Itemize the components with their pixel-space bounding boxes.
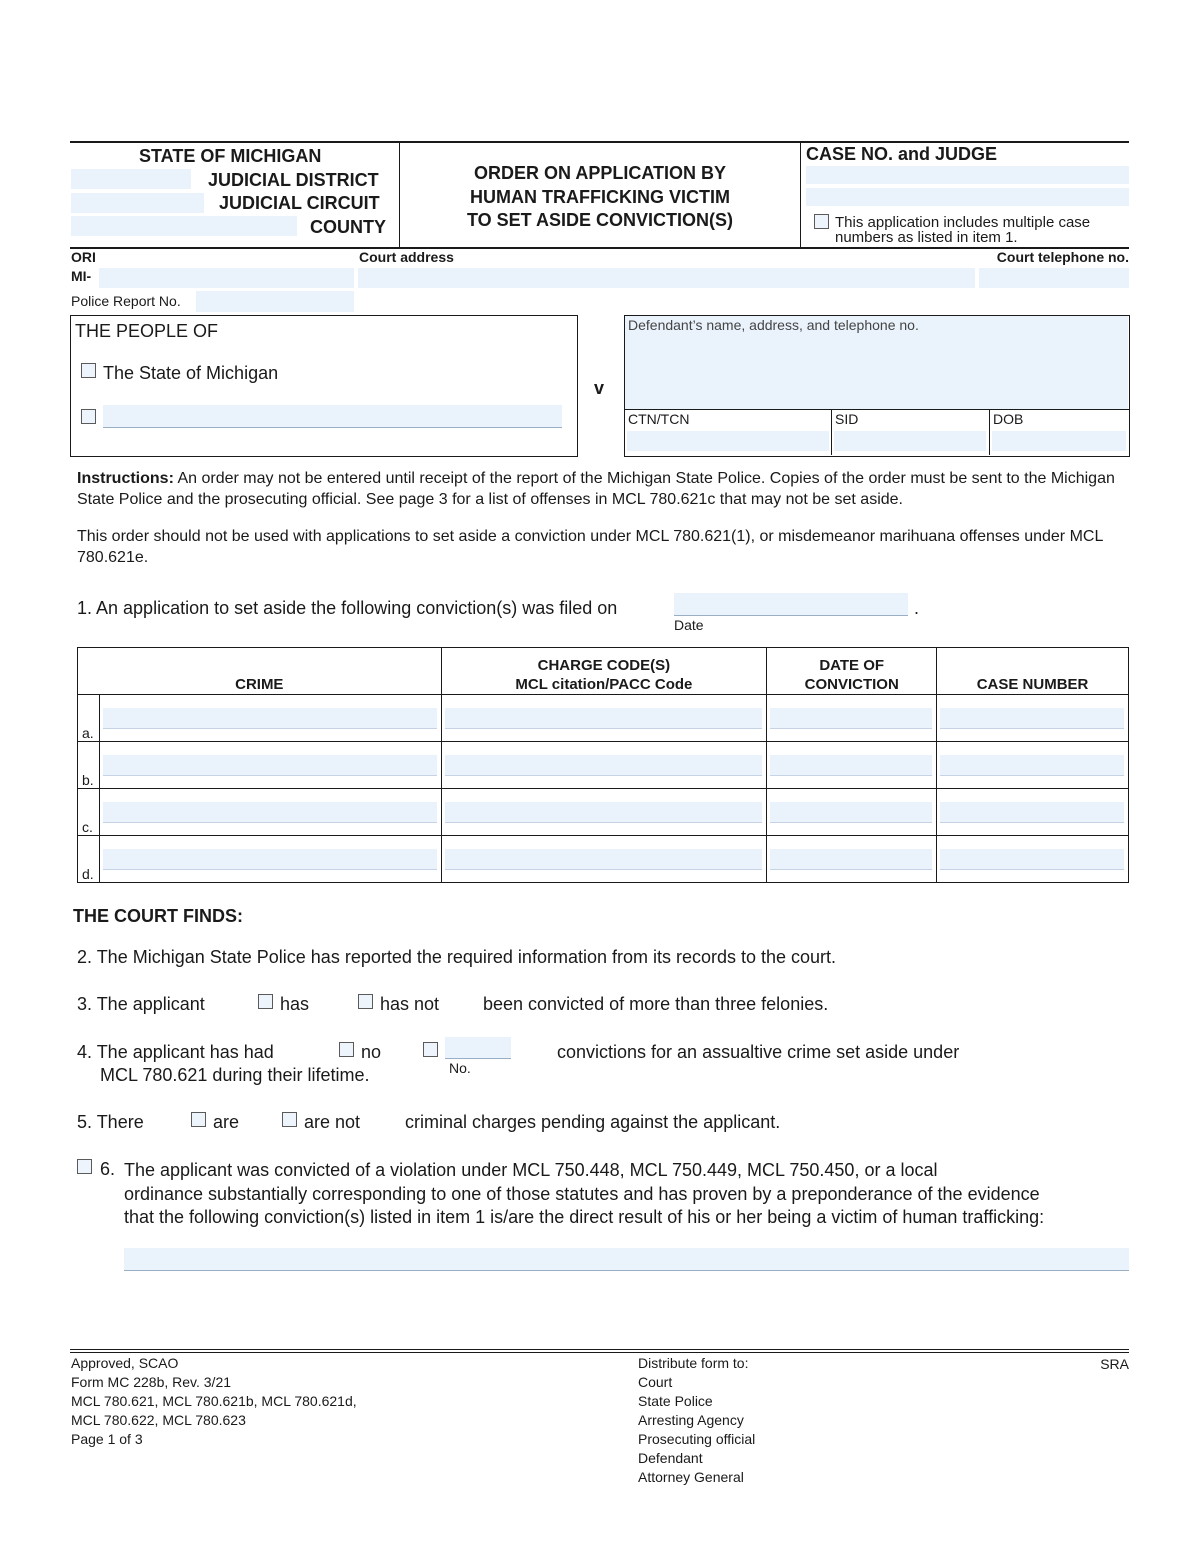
charge-code-cell [441,695,767,742]
form-title-line1: ORDER ON APPLICATION BY [473,163,726,183]
case-number-input[interactable] [940,849,1124,870]
judicial-district-label: JUDICIAL DISTRICT [208,170,379,190]
item6-number: 6. [100,1159,116,1179]
header-divider-right [800,142,801,248]
case-number-input[interactable] [940,802,1124,823]
item3-suffix: been convicted of more than three felonies. [483,994,829,1014]
item4-no-checkbox[interactable] [339,1042,354,1057]
header-date-of-conviction [767,648,937,695]
distribute-item: Arresting Agency [638,1412,744,1428]
instructions-text1: An order may not be entered until receipt of the report of the Michigan State Police. Copies of the order must be sent to the Michigan State Police and the prosecuting official. See page 3 for a list of offenses in MCL 780.621c that may not be set aside. [77,470,1115,508]
filing-date-input[interactable] [674,593,908,616]
item6-convictions-input[interactable] [124,1248,1129,1271]
item4-number-checkbox[interactable] [423,1042,438,1057]
court-telephone-label: Court telephone no. [996,249,1129,265]
ori-label: ORI [71,249,96,265]
header-date-line2: CONVICTION [804,676,899,693]
case-number-input[interactable] [940,755,1124,776]
crime-cell [99,742,441,789]
court-telephone-input[interactable] [979,268,1129,288]
form-title-line2: HUMAN TRAFFICKING VICTIM [470,186,730,207]
police-report-label: Police Report No. [71,293,181,309]
multiple-cases-line2: numbers as listed in item 1. [835,229,1018,246]
header-top-rule [70,141,1129,143]
header-charge-code-line1: CHARGE CODE(S) [537,657,671,674]
row-label: a. [82,725,94,741]
multiple-cases-line1: This application includes multiple case [835,214,1091,231]
dob-input[interactable] [992,431,1126,451]
footer-mcl-line1: MCL 780.621, MCL 780.621b, MCL 780.621d, [71,1393,357,1409]
charge-code-input[interactable] [445,708,763,729]
crime-cell [99,695,441,742]
item5-suffix: criminal charges pending against the applicant. [405,1112,781,1132]
item6-text [124,1159,1044,1230]
table-row [78,742,1129,789]
conviction-date-input[interactable] [770,708,932,729]
county-label: COUNTY [310,217,386,237]
item6-line2: ordinance substantially corresponding to one of those statutes and has proven by a preponderance of the evidence [124,1183,1040,1204]
distribute-label: Distribute form to: [638,1355,749,1371]
sid-dob-divider [989,409,990,455]
item6-checkbox[interactable] [77,1159,92,1174]
crime-cell [99,836,441,883]
charge-code-cell [441,836,767,883]
item2-text: 2. The Michigan State Police has reported the required information from its records to the court. [77,947,837,967]
people-of-label: THE PEOPLE OF [75,321,219,341]
header-date-line1: DATE OF [819,657,885,674]
footer-mcl-line2: MCL 780.622, MCL 780.623 [71,1412,246,1428]
sid-input[interactable] [834,431,986,451]
item3-has-not-label: has not [380,994,440,1014]
ctn-label: CTN/TCN [628,411,690,427]
ctn-sid-divider [831,409,832,455]
header-charge-code [441,648,767,695]
item4-prefix: 4. The applicant has had [77,1042,274,1062]
state-of-michigan-label: The State of Michigan [103,363,279,383]
conviction-date-cell [767,695,937,742]
distribute-item: Defendant [638,1450,703,1466]
table-header-row [78,648,1129,695]
item3-has-not-checkbox[interactable] [358,994,373,1009]
multiple-cases-checkbox[interactable] [814,214,829,229]
footer-form-number: Form MC 228b, Rev. 3/21 [71,1374,232,1390]
judicial-circuit-label: JUDICIAL CIRCUIT [219,193,380,213]
charge-code-cell [441,789,767,836]
item3-has-label: has [280,994,310,1014]
dob-label: DOB [993,411,1024,427]
row-label-cell [78,836,100,883]
row-label-cell [78,789,100,836]
conviction-table [77,647,1129,883]
ori-input[interactable] [99,268,354,288]
other-plaintiff-input[interactable] [103,405,562,428]
row-label: b. [82,772,94,788]
crime-input[interactable] [103,802,437,823]
conviction-date-cell [767,836,937,883]
distribute-item: State Police [638,1393,713,1409]
conviction-date-input[interactable] [770,849,932,870]
judge-input[interactable] [806,188,1129,206]
item3-prefix: 3. The applicant [77,994,205,1014]
court-address-input[interactable] [358,268,975,288]
district-number-input[interactable] [71,169,191,189]
header-bottom-rule [70,247,1129,249]
item1-text: 1. An application to set aside the following conviction(s) was filed on [77,598,618,618]
header-charge-code-line2: MCL citation/PACC Code [515,676,693,693]
form-title-line3: TO SET ASIDE CONVICTION(S) [466,210,734,230]
crime-input[interactable] [103,708,437,729]
circuit-number-input[interactable] [71,193,204,213]
row-label: d. [82,866,94,882]
table-row [78,836,1129,883]
distribute-item: Prosecuting official [638,1431,756,1447]
conviction-date-cell [767,742,937,789]
item5-are-checkbox[interactable] [191,1112,206,1127]
ctn-input[interactable] [627,431,829,451]
county-name-input[interactable] [71,216,297,236]
header-crime: CRIME [78,648,442,695]
item5-prefix: 5. There [77,1112,144,1132]
item4-suffix: convictions for an assualtive crime set aside under [557,1042,960,1062]
instructions-label: Instructions: [77,470,174,487]
item4-number-input[interactable] [445,1037,511,1059]
multiple-cases-text [835,215,1090,245]
conviction-date-input[interactable] [770,802,932,823]
charge-code-input[interactable] [445,755,763,776]
court-finds-heading: THE COURT FINDS: [73,906,243,926]
item5-are-label: are [213,1112,240,1132]
crime-cell [99,789,441,836]
footer-rule-top [70,1349,1129,1350]
instructions-para1 [77,468,1132,510]
table-row [78,789,1129,836]
court-address-label: Court address [359,249,454,265]
case-no-judge-label: CASE NO. and JUDGE [806,144,998,164]
footer-rule-bottom [70,1352,1129,1353]
item5-are-not-label: are not [304,1112,361,1132]
footer-approved: Approved, SCAO [71,1355,179,1371]
footer-page-number: Page 1 of 3 [71,1431,143,1447]
row-label-cell [78,742,100,789]
footer-distribution [638,1354,755,1487]
footer-left [71,1354,357,1449]
item4-no-label: no [361,1042,382,1062]
item6-line1: The applicant was convicted of a violation under MCL 750.448, MCL 750.449, MCL 750.450, or a local [124,1160,938,1180]
item1-period: . [914,598,920,618]
header-case-number: CASE NUMBER [937,648,1129,695]
case-number-cell [937,836,1129,883]
case-no-input[interactable] [806,166,1129,184]
versus-label: v [594,378,605,398]
case-number-cell [937,695,1129,742]
case-number-cell [937,789,1129,836]
item3-has-checkbox[interactable] [258,994,273,1009]
case-number-cell [937,742,1129,789]
form-title [400,162,800,233]
crime-input[interactable] [103,849,437,870]
item4-line2: MCL 780.621 during their lifetime. [100,1065,370,1085]
row-label-cell [78,695,100,742]
distribute-item: Attorney General [638,1469,744,1485]
police-report-input[interactable] [196,291,354,312]
instructions-para2: This order should not be used with applications to set aside a conviction under MCL 780.621(1), or misdemeanor marihuana offenses under MCL 780.621e. [77,528,1103,566]
item6-line3: that the following conviction(s) listed in item 1 is/are the direct result of his or her being a victim of human trafficking: [124,1207,1045,1227]
date-label: Date [674,617,704,633]
distribute-item: Court [638,1374,673,1390]
footer-code: SRA [1100,1356,1129,1372]
charge-code-cell [441,742,767,789]
defendant-label: Defendant’s name, address, and telephone no. [628,317,919,333]
state-of-michigan-checkbox[interactable] [81,363,96,378]
table-row [78,695,1129,742]
conviction-date-input[interactable] [770,755,932,776]
charge-code-input[interactable] [445,802,763,823]
other-plaintiff-checkbox[interactable] [81,409,96,424]
crime-input[interactable] [103,755,437,776]
item4-number-label: No. [449,1060,471,1076]
sid-label: SID [835,411,859,427]
charge-code-input[interactable] [445,849,763,870]
row-label: c. [82,819,93,835]
defendant-divider [624,409,1129,410]
case-number-input[interactable] [940,708,1124,729]
state-heading: STATE OF MICHIGAN [139,146,322,166]
conviction-date-cell [767,789,937,836]
mi-label: MI- [71,268,92,284]
item5-are-not-checkbox[interactable] [282,1112,297,1127]
